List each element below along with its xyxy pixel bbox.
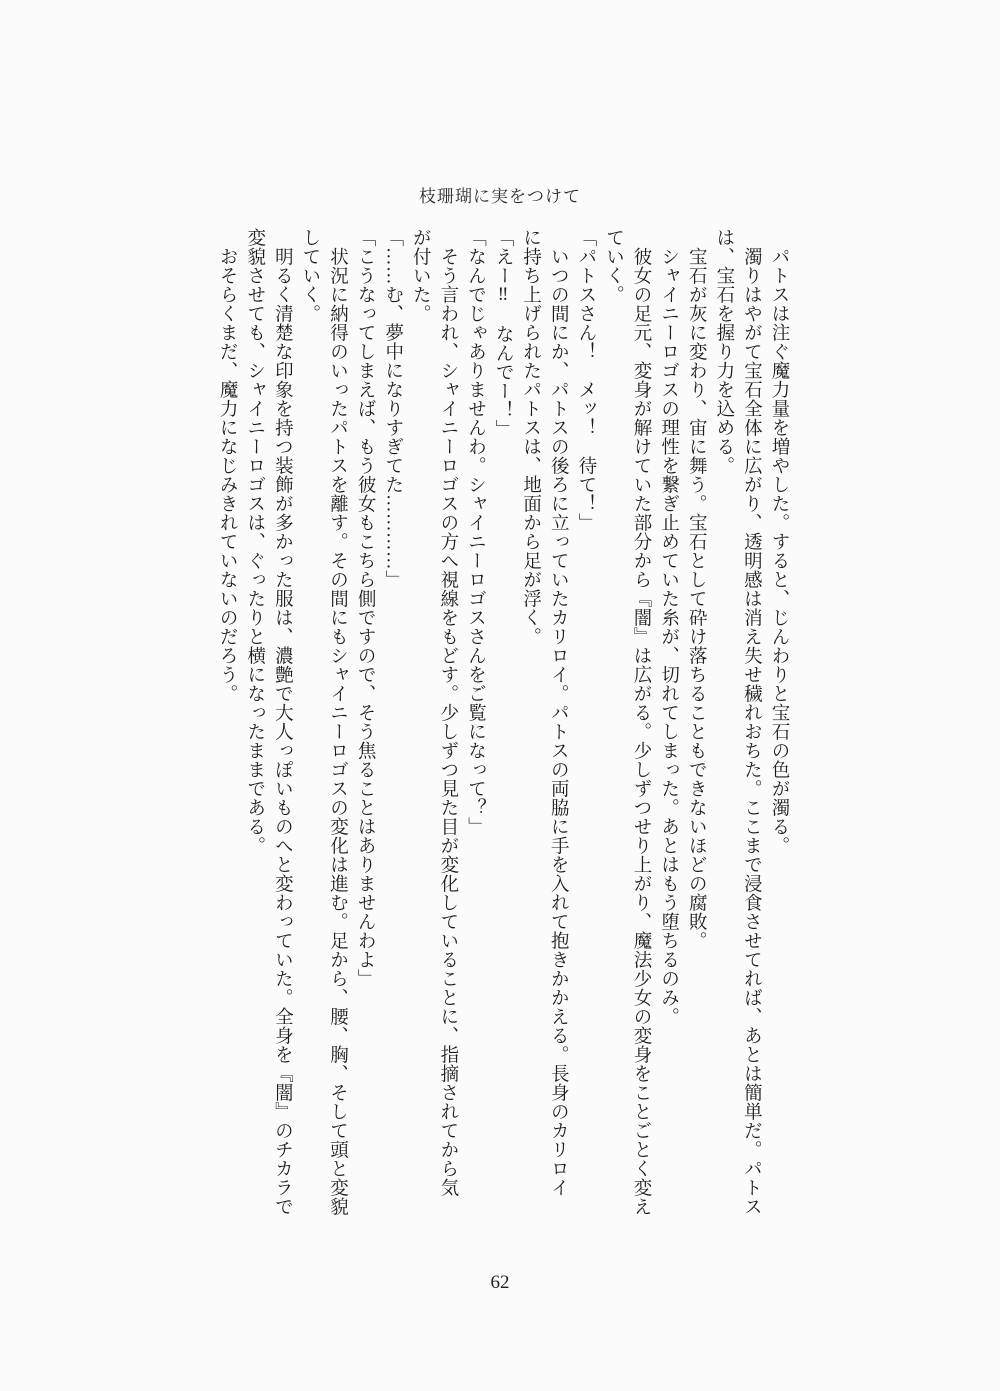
text-column-line: 明るく清楚な印象を持つ装飾が多かった服は、濃艶で大人っぽいものへと変わっていた。全身を『闇』のチカラで [272,228,293,1216]
vertical-text-body [213,228,792,1216]
text-column-line: ていく。 [603,228,624,304]
text-column-line: そう言われ、シャイニーロゴスの方へ視線をもどす。少しずつ見た目が変化していることに、指摘されてから気 [437,228,458,1197]
text-column-line: 濁りはやがて宝石全体に広がり、透明感は消え失せ穢れおちた。ここまで浸食させてれば、あとは簡単だ。パトス [741,228,762,1216]
text-column-line: していく。 [299,228,320,323]
text-column-line: 「なんでじゃありませんわ。シャイニーロゴスさんをご覧になって？」 [465,228,486,836]
text-column-line: 彼女の足元、変身が解けていた部分から『闇』は広がる。少しずつせり上がり、魔法少女の変身をことごとく変え [631,228,652,1216]
text-column-line: 状況に納得のいったパトスを離す。その間にもシャイニーロゴスの変化は進む。足から、腰、胸、そして頭と変貌 [327,228,348,1216]
text-column-line: は、宝石を握り力を込める。 [713,228,734,475]
text-column-line: いつの間にか、パトスの後ろに立っていたカリロイ。パトスの両脇に手を入れて抱きかかえる。長身のカリロイ [548,228,569,1197]
text-column-line: 「えー‼ なんでー！」 [493,228,514,439]
text-column-line: が付いた。 [410,228,431,323]
text-column-line: シャイニーロゴスの理性を繋ぎ止めていた糸が、切れてしまった。あとはもう堕ちるのみ。 [658,228,679,1026]
text-column-line: 宝石が灰に変わり、宙に舞う。宝石として砕け落ちることもできないほどの腐敗。 [686,228,707,950]
running-header-title: 枝珊瑚に実をつけて [419,187,581,206]
page-number: 62 [490,1272,510,1293]
text-column-line: 「……む、夢中になりすぎてた…………」 [382,228,403,589]
text-column-line: 変貌させても、シャイニーロゴスは、ぐったりと横になったままである。 [244,228,265,855]
text-column-line: 「パトスさん！ メッ！ 待て！」 [575,228,596,532]
text-column-line: パトスは注ぐ魔力量を増やした。すると、じんわりと宝石の色が濁る。 [769,228,789,855]
text-column-line: 「こうなってしまえば、もう彼女もこちら側ですので、そう焦ることはありませんわよ」 [355,228,376,988]
text-column-line: おそらくまだ、魔力になじみきれていないのだろう。 [217,228,238,703]
text-column-line: に持ち上げられたパトスは、地面から足が浮く。 [520,228,541,646]
